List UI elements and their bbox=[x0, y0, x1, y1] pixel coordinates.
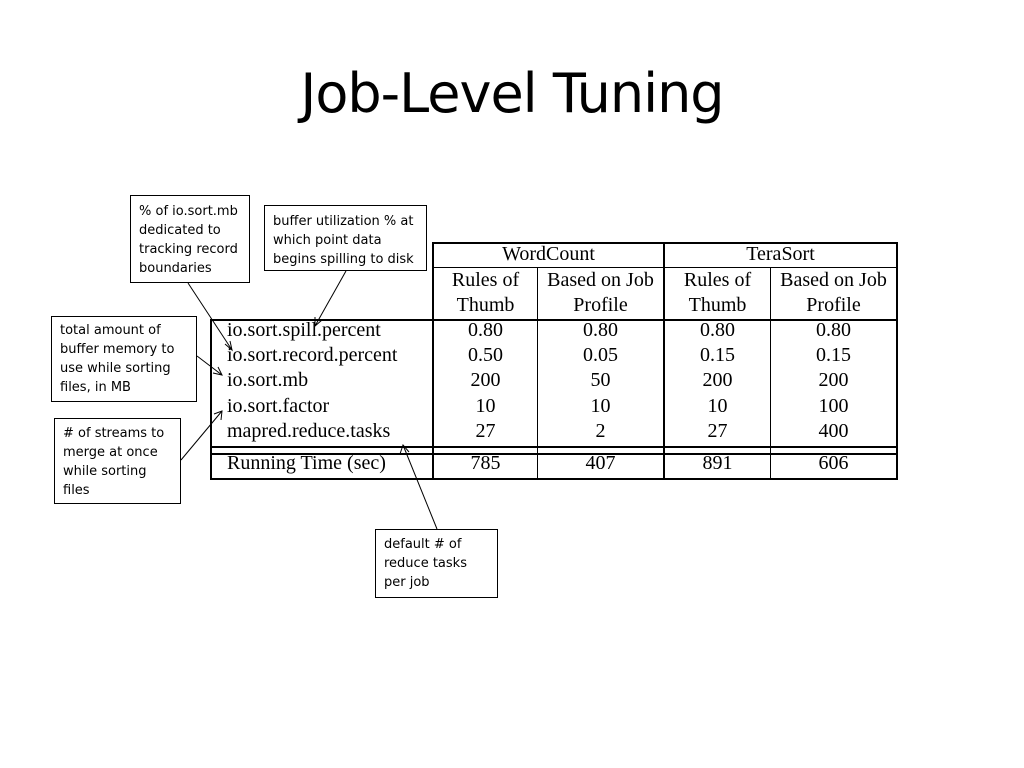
table-cell: 27 bbox=[475, 420, 496, 442]
table-cell: 200 bbox=[470, 369, 501, 391]
table-cell: 200 bbox=[702, 369, 733, 391]
running-time-cell: 606 bbox=[818, 452, 849, 474]
subheader-wc-rules: Rules of Thumb bbox=[451, 269, 520, 316]
table-cell: 0.15 bbox=[816, 344, 851, 366]
table-cell: 27 bbox=[707, 420, 728, 442]
subheader-wc-profile: Based on Job Profile bbox=[547, 269, 654, 316]
table-cell: 0.80 bbox=[700, 319, 735, 341]
param-label: io.sort.spill.percent bbox=[227, 319, 381, 341]
param-label: mapred.reduce.tasks bbox=[227, 420, 391, 442]
group-header-terasort: TeraSort bbox=[746, 243, 815, 265]
running-time-label: Running Time (sec) bbox=[227, 452, 386, 474]
running-time-cell: 891 bbox=[702, 452, 733, 474]
callout-spill-percent: buffer utilization % at which point data begins spilling to disk bbox=[264, 205, 427, 271]
body-bottom-border bbox=[210, 446, 898, 448]
table-cell: 100 bbox=[818, 395, 849, 417]
callout-sort-mb: total amount of buffer memory to use while sorting files, in MB bbox=[51, 316, 197, 402]
table-cell: 0.05 bbox=[583, 344, 618, 366]
table-cell: 50 bbox=[590, 369, 611, 391]
table-cell: 400 bbox=[818, 420, 849, 442]
table-cell: 0.15 bbox=[700, 344, 735, 366]
table-cell: 0.50 bbox=[468, 344, 503, 366]
table-cell: 10 bbox=[475, 395, 496, 417]
table-cell: 200 bbox=[818, 369, 849, 391]
subheader-ts-rules: Rules of Thumb bbox=[683, 269, 752, 316]
callout-reduce-tasks: default # of reduce tasks per job bbox=[375, 529, 498, 598]
param-label: io.sort.factor bbox=[227, 395, 330, 417]
table-cell: 10 bbox=[590, 395, 611, 417]
subheader-ts-profile: Based on Job Profile bbox=[780, 269, 887, 316]
runtime-bottom-border bbox=[210, 478, 898, 480]
table-cell: 2 bbox=[595, 420, 606, 442]
table-cell: 0.80 bbox=[468, 319, 503, 341]
arrow-spill-percent bbox=[315, 271, 346, 326]
callout-record-percent: % of io.sort.mb dedicated to tracking record boundaries bbox=[130, 195, 250, 283]
table-cell: 0.80 bbox=[816, 319, 851, 341]
left-border bbox=[210, 319, 212, 480]
right-border bbox=[896, 242, 898, 480]
arrowhead bbox=[214, 411, 222, 420]
running-time-cell: 785 bbox=[470, 452, 501, 474]
param-label: io.sort.record.percent bbox=[227, 344, 398, 366]
group-header-wordcount: WordCount bbox=[502, 243, 595, 265]
param-label: io.sort.mb bbox=[227, 369, 309, 391]
table-cell: 0.80 bbox=[583, 319, 618, 341]
arrowhead bbox=[213, 367, 222, 375]
table-cell: 10 bbox=[707, 395, 728, 417]
slide-title: Job-Level Tuning bbox=[300, 62, 724, 125]
running-time-cell: 407 bbox=[585, 452, 616, 474]
callout-sort-factor: # of streams to merge at once while sorting files bbox=[54, 418, 181, 504]
